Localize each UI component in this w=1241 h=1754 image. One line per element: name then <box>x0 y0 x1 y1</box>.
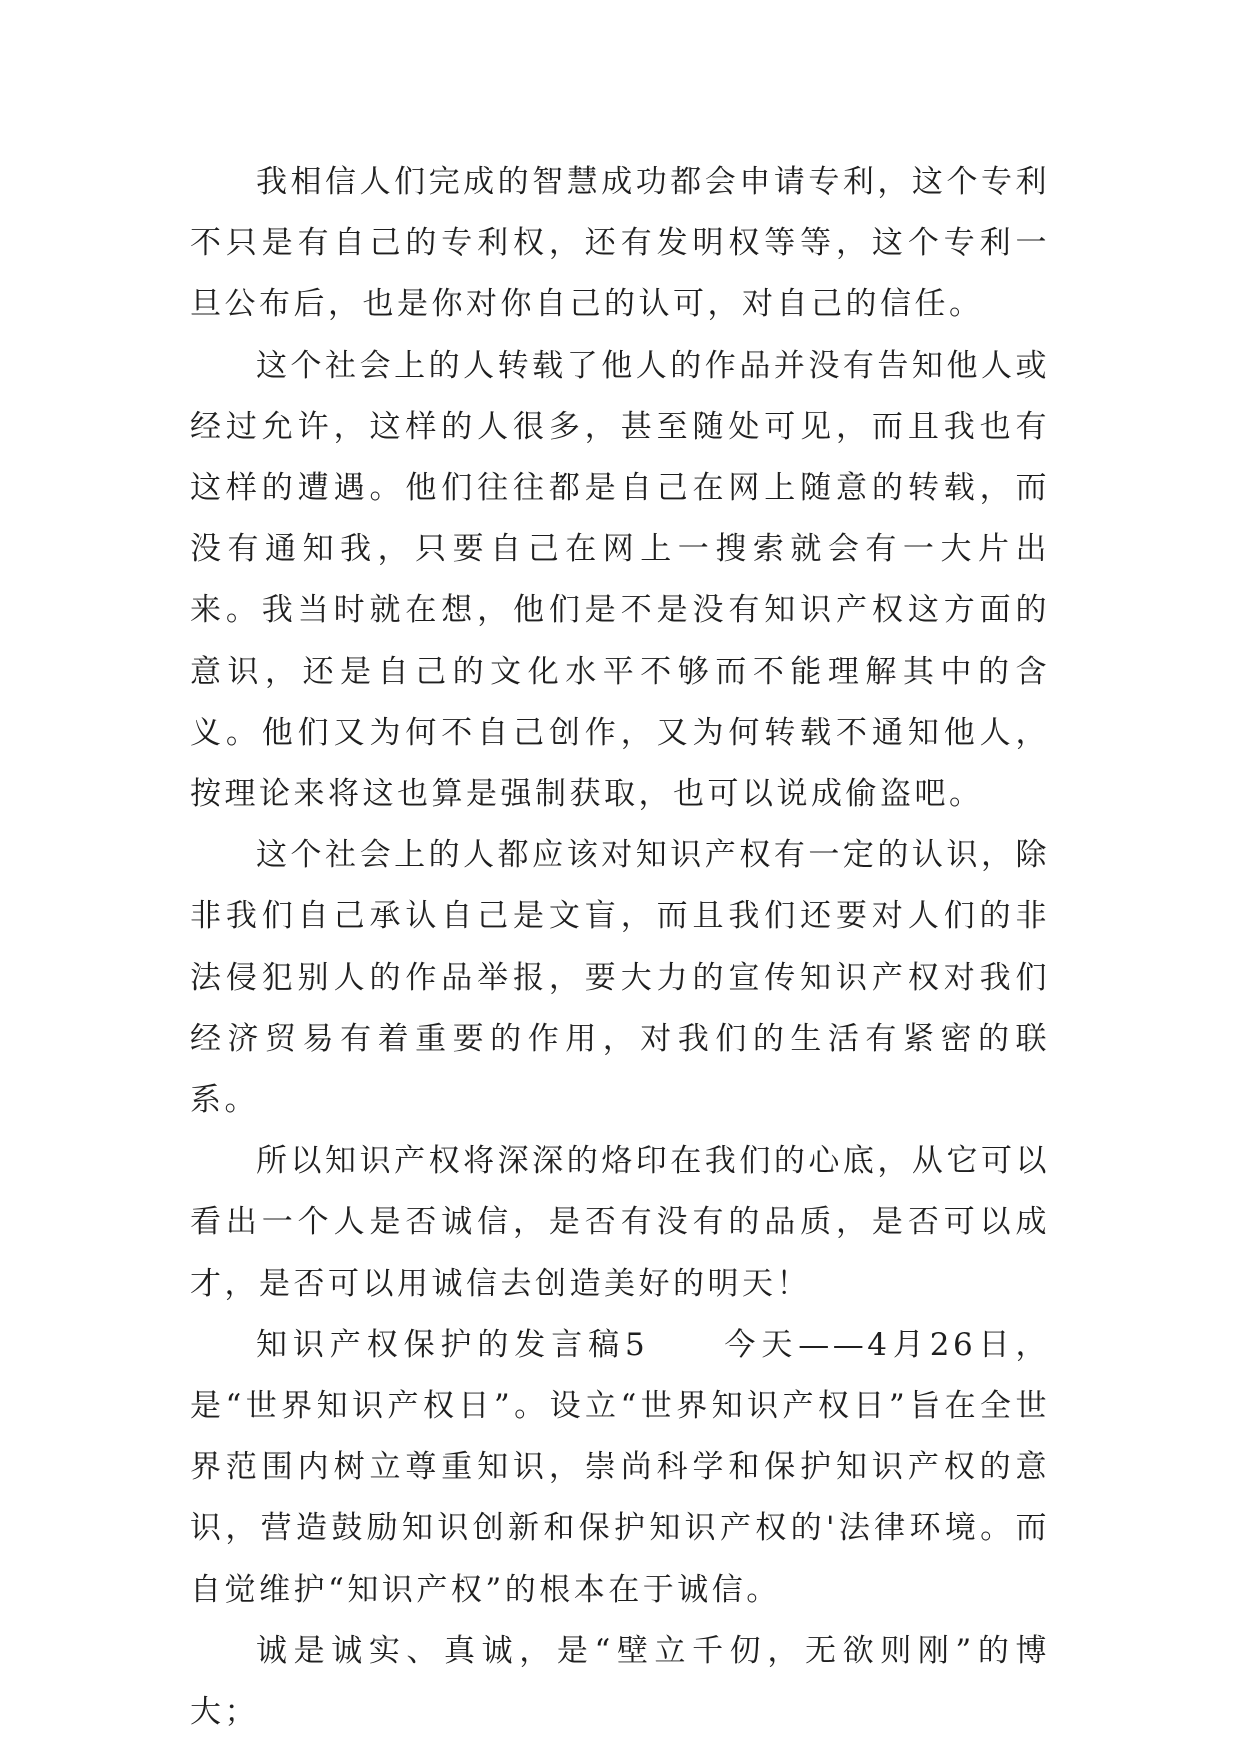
document-body <box>190 152 1050 1743</box>
paragraph-honesty: 诚是诚实、真诚，是“壁立千仞，无欲则刚”的博大； <box>190 1632 1050 1731</box>
paragraph-patent-trust: 我相信人们完成的智慧成功都会申请专利，这个专利不只是有自己的专利权，还有发明权等等，这个专利一旦公布后，也是你对你自己的认可，对自己的信任。 <box>190 164 1050 323</box>
paragraph-awareness: 这个社会上的人都应该对知识产权有一定的认识，除非我们自己承认自己是文盲，而且我们还要对人们的非法侵犯别人的作品举报，要大力的宣传知识产权对我们经济贸易有着重要的作用，对我们的生活有紧密的联系。 <box>190 837 1050 1119</box>
paragraph-conclusion: 所以知识产权将深深的烙印在我们的心底，从它可以看出一个人是否诚信，是否有没有的品质，是否可以成才，是否可以用诚信去创造美好的明天！ <box>190 1143 1050 1302</box>
paragraph-reposting: 这个社会上的人转载了他人的作品并没有告知他人或经过允许，这样的人很多，甚至随处可见，而且我也有这样的遭遇。他们往往都是自己在网上随意的转载，而没有通知我，只要自己在网上一搜索就会有一大片出来。我当时就在想，他们是不是没有知识产权这方面的意识，还是自己的文化水平不够而不能理解其中的含义。他们又为何不自己创作，又为何转载不通知他人，按理论来将这也算是强制获取，也可以说成偷盗吧。 <box>190 347 1050 813</box>
paragraph-speech-5: 知识产权保护的发言稿5 今天——4月26日，是“世界知识产权日”。设立“世界知识产权日”旨在全世界范围内树立尊重知识，崇尚科学和保护知识产权的意识，营造鼓励知识创新和保护知识产权的'法律环境。而自觉维护“知识产权”的根本在于诚信。 <box>190 1326 1050 1608</box>
